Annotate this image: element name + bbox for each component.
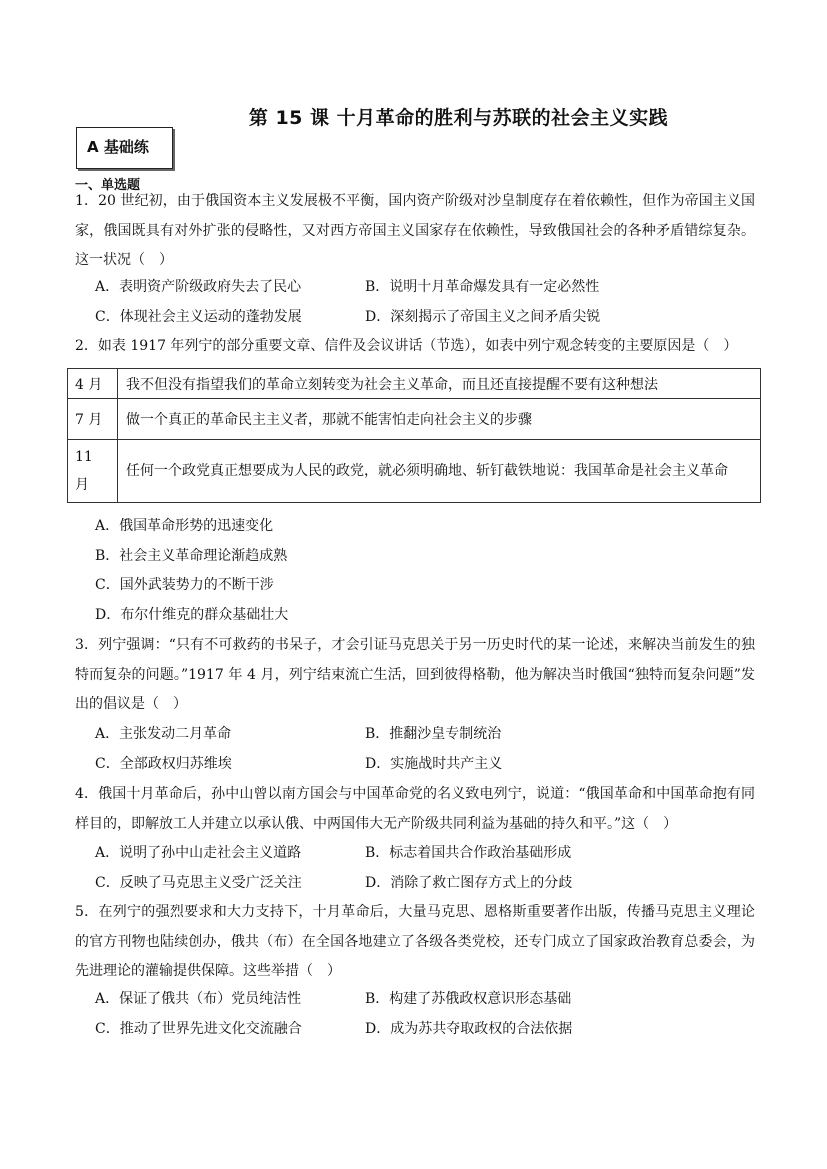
question-4-options bbox=[95, 838, 695, 898]
table-text-cell: 我不但没有指望我们的革命立刻转变为社会主义革命，而且还直接提醒不要有这种想法 bbox=[118, 369, 761, 399]
option-a: A．表明资产阶级政府失去了民心 bbox=[95, 279, 302, 295]
table-row bbox=[68, 399, 761, 440]
option-c: C．推动了世界先进文化交流融合 bbox=[95, 1021, 302, 1037]
question-3-stem: 3．列宁强调：“只有不可救药的书呆子，才会引证马克思关于另一历史时代的某一论述，来解决当前发生的独特而复杂的问题。”1917 年 4 月，列宁结束流亡生活，回到彼得格勒，他为解决当时俄国“独特而复杂问题”发出的倡议是（ ） bbox=[75, 637, 755, 712]
table-text-cell: 任何一个政党真正想要成为人民的政党，就必须明确地、斩钉截铁地说：我国革命是社会主义革命 bbox=[118, 440, 761, 503]
option-d: D．实施战时共产主义 bbox=[365, 756, 503, 772]
table-month-cell: 4 月 bbox=[68, 369, 118, 399]
option-a: A．俄国革命形势的迅速变化 bbox=[95, 518, 274, 534]
question-2-stem: 2．如表 1917 年列宁的部分重要文章、信件及会议讲话（节选），如表中列宁观念转变的主要原因是（ ） bbox=[75, 338, 738, 354]
table-month-cell: 11 月 bbox=[68, 440, 118, 503]
option-a: A．主张发动二月革命 bbox=[95, 726, 232, 742]
option-b: B．说明十月革命爆发具有一定必然性 bbox=[365, 279, 600, 295]
option-a: A．保证了俄共（布）党员纯洁性 bbox=[95, 991, 302, 1007]
question-2-options bbox=[95, 512, 695, 630]
option-c: C．反映了马克思主义受广泛关注 bbox=[95, 875, 302, 891]
option-b: B．推翻沙皇专制统治 bbox=[365, 726, 502, 742]
option-b: B．社会主义革命理论渐趋成熟 bbox=[95, 547, 288, 564]
option-d: D．布尔什维克的群众基础壮大 bbox=[95, 606, 289, 623]
question-5-stem: 5．在列宁的强烈要求和大力支持下，十月革命后，大量马克思、恩格斯重要著作出版，传播马克思主义理论的官方刊物也陆续创办，俄共（布）在全国各地建立了各级各类党校，还专门成立了国家政治教育总委会，为先进理论的灌输提供保障。这些举措（ ） bbox=[75, 904, 755, 979]
option-d: D．深刻揭示了帝国主义之间矛盾尖锐 bbox=[365, 309, 601, 325]
page-title: 第 15 课 十月革命的胜利与苏联的社会主义实践 bbox=[248, 107, 669, 129]
option-c: C．国外武装势力的不断干涉 bbox=[95, 577, 274, 593]
option-d: D．消除了救亡图存方式上的分歧 bbox=[365, 875, 573, 891]
option-c: C．全部政权归苏维埃 bbox=[95, 756, 232, 772]
lenin-quotes-table bbox=[67, 368, 761, 503]
table-row bbox=[68, 369, 761, 399]
option-b: B．构建了苏俄政权意识形态基础 bbox=[365, 991, 572, 1007]
option-d: D．成为苏共夺取政权的合法依据 bbox=[365, 1021, 573, 1037]
question-3-options bbox=[95, 719, 695, 779]
question-4-stem: 4．俄国十月革命后，孙中山曾以南方国会与中国革命党的名义致电列宁，说道：“俄国革命和中国革命抱有同样目的，即解放工人并建立以承认俄、中两国伟大无产阶级共同利益为基础的持久和平。”这（ ） bbox=[75, 786, 755, 832]
table-text-cell: 做一个真正的革命民主主义者，那就不能害怕走向社会主义的步骤 bbox=[118, 399, 761, 440]
option-b: B．标志着国共合作政治基础形成 bbox=[365, 845, 572, 861]
question-5-options bbox=[95, 984, 695, 1044]
level-badge: A 基础练 bbox=[76, 127, 173, 169]
table-row bbox=[68, 440, 761, 503]
table-month-cell: 7 月 bbox=[68, 399, 118, 440]
option-a: A．说明了孙中山走社会主义道路 bbox=[95, 845, 302, 861]
option-c: C．体现社会主义运动的蓬勃发展 bbox=[95, 309, 302, 325]
question-1-options bbox=[95, 272, 695, 332]
question-1-stem: 1．20 世纪初，由于俄国资本主义发展极不平衡，国内资产阶级对沙皇制度存在着依赖性，但作为帝国主义国家，俄国既具有对外扩张的侵略性，又对西方帝国主义国家存在依赖性，导致俄国社会的各种矛盾错综复杂。这一状况（ ） bbox=[75, 193, 755, 268]
section-heading: 一、单选题 bbox=[75, 178, 141, 193]
